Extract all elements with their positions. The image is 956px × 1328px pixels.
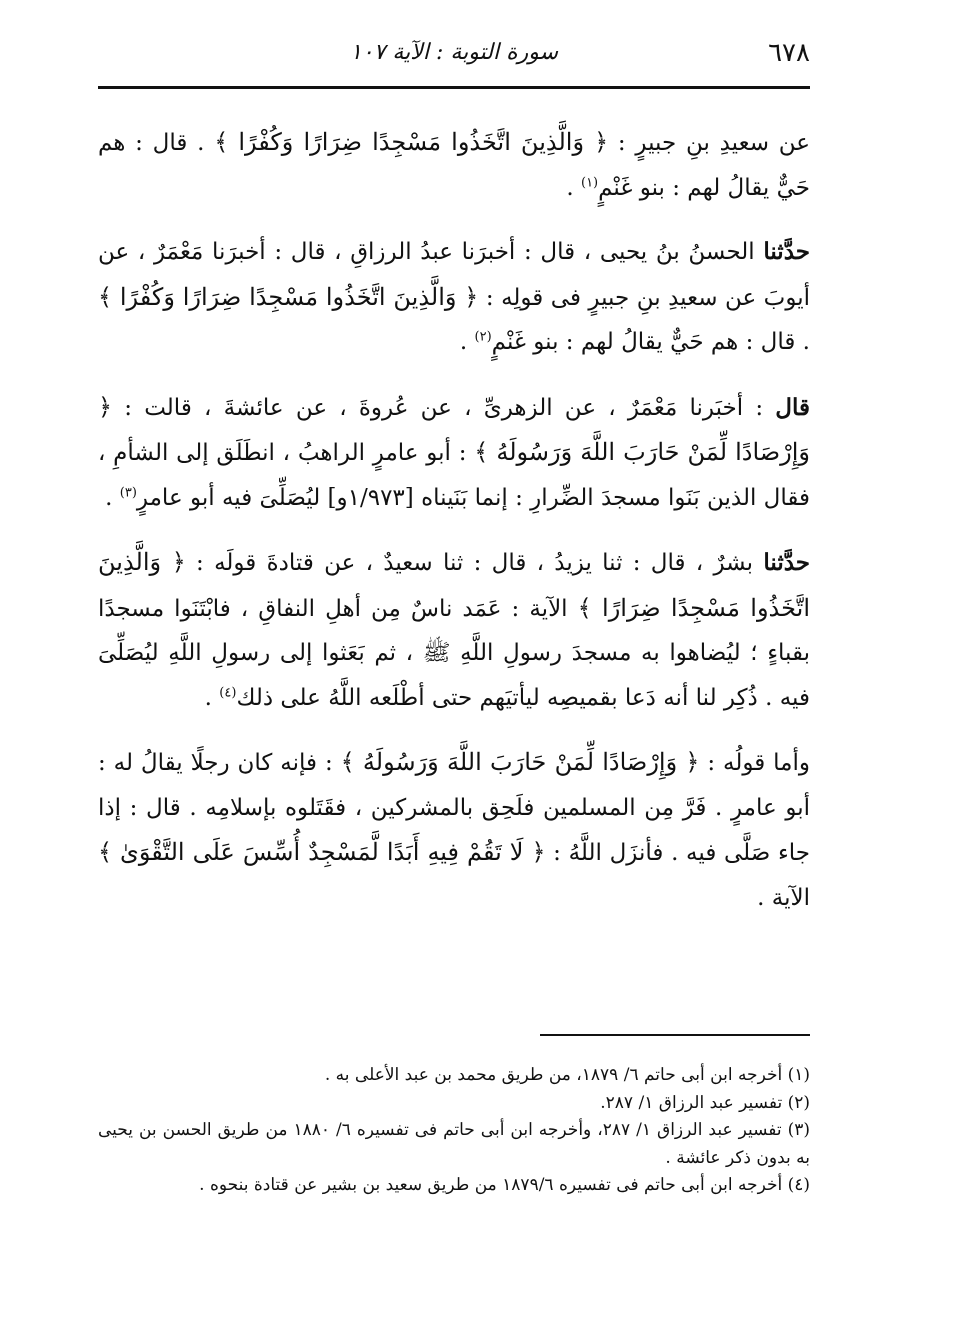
lead-word: قال (775, 393, 810, 421)
footnote-ref: (٤) (219, 684, 237, 700)
footnotes (98, 1062, 810, 1200)
text: : فإنه كان رجلًا يقالُ له : أبو عامرٍ . فَرَّ مِن المسلمين فلَحِق بالمشركين ، فقَتَلوه بإسلامِه . قال : إذا جاء صَلَّى فيه . فأنزَل اللَّهُ : (98, 750, 810, 866)
paragraph-3 (98, 385, 810, 521)
footnote-ref: (٣) (119, 484, 137, 500)
paragraph-2 (98, 230, 810, 365)
page-header (98, 34, 810, 74)
text: . (459, 329, 475, 355)
quran-quote: ﴿ وَإِرْصَادًا لِّمَنْ حَارَبَ اللَّهَ وَرَسُولَهُ ﴾ (98, 392, 810, 466)
lead-word: حدَّثنا (763, 549, 811, 576)
page-number: ٦٧٨ (768, 38, 810, 68)
text: . قال : هم حَيٌّ يقالُ لهم : بنو غَنْمٍ (491, 329, 810, 355)
text: الآية . (757, 884, 810, 911)
quran-quote: ﴿ وَإِرْصَادًا لِّمَنْ حَارَبَ اللَّهَ وَرَسُولَهُ ﴾ (340, 748, 700, 776)
text: بشرٌ ، قال : ثنا يزيدُ ، قال : ثنا سعيدٌ ، عن قتادةَ قولَه : (185, 550, 764, 576)
text: وأما قولُه : (699, 750, 810, 776)
text: . (204, 684, 220, 711)
footnote-rule (540, 1034, 810, 1036)
footnote-4: (٤) أخرجه ابن أبى حاتم فى تفسيره ١٨٧٩/٦ من طريق سعيد بن بشير عن قتادة بنحوه . (199, 1175, 810, 1195)
text: الآية : عَمَد ناسٌ مِن أهلِ النفاقِ ، فابْتَنَوا مسجدًا بقباءٍ ؛ ليُضاهوا به مسجدَ رسولِ اللَّهِ ﷺ ، ثم بَعَثوا إلى رسولِ اللَّهِ ليُصَلِّىَ فيه . ذُكِر لنا أنه دَعا بقميصِه ليأتيَهم حتى أطْلَعه اللَّهُ على ذلك (98, 595, 810, 711)
quran-quote: ﴿ وَالَّذِينَ اتَّخَذُوا مَسْجِدًا ضِرَارًا وَكُفْرًا ﴾ (98, 282, 479, 311)
footnote-1: (١) أخرجه ابن أبى حاتم ٦/ ١٨٧٩، من طريق محمد بن عبد الأعلى به . (324, 1065, 810, 1085)
text: . (566, 174, 581, 201)
text: : أبو عامرٍ الراهبُ ، انطَلَق إلى الشأمِ ، فقال الذين بَنَوا مسجدَ الضِّرارِ : إنما بَنَيناه [١/٩٧٣و] ليُصَلِّىَ فيه أبو عامرٍ (98, 440, 810, 511)
quran-quote: ﴿ لَا تَقُمْ فِيهِ أَبَدًا لَّمَسْجِدٌ أُسِّسَ عَلَى التَّقْوَىٰ ﴾ (98, 838, 546, 866)
main-text (98, 120, 810, 940)
text: عن سعيدِ بنِ جبيرٍ : (608, 130, 810, 156)
quran-quote: ﴿ وَالَّذِينَ اتَّخَذُوا مَسْجِدًا ضِرَارًا وَكُفْرًا ﴾ (214, 128, 609, 156)
text: : أخبَرنا مَعْمَرٌ ، عن الزهرىِّ ، عن عُروةَ ، عن عائشةَ ، قالت : (112, 394, 776, 421)
running-title: سورة التوبة : الآية ١٠٧ (349, 40, 559, 65)
footnote-2: (٢) تفسير عبد الرزاق ١/ ٢٨٧. (600, 1092, 810, 1113)
text: . (105, 484, 120, 511)
paragraph-4 (98, 540, 810, 720)
lead-word: حدَّثنا (763, 238, 810, 265)
quran-quote: ﴿ وَالَّذِينَ اتَّخَذُوا مَسْجِدًا ضِرَارًا ﴾ (98, 548, 810, 622)
header-rule (98, 86, 810, 89)
text: . قال : هم حَيٌّ يقالُ لهم : بنو غَنْمٍ (98, 130, 810, 201)
footnote-3: (٣) تفسير عبد الرزاق ١/ ٢٨٧، وأخرجه ابن أبى حاتم فى تفسيره ٦/ ١٨٨٠ من طريق الحسن بن يحيى به بدون ذكر عائشة . (98, 1120, 811, 1168)
paragraph-1 (98, 120, 810, 210)
paragraph-5 (98, 740, 810, 920)
footnote-ref: (١) (580, 174, 599, 190)
footnote-ref: (٢) (474, 329, 492, 345)
text: الحسنُ بنُ يحيى ، قال : أخبرَنا عبدُ الرزاقِ ، قال : أخبرَنا مَعْمَرٌ ، عن أيوبَ عن سعيدِ بنِ جبيرٍ فى قولِه : (98, 239, 810, 311)
